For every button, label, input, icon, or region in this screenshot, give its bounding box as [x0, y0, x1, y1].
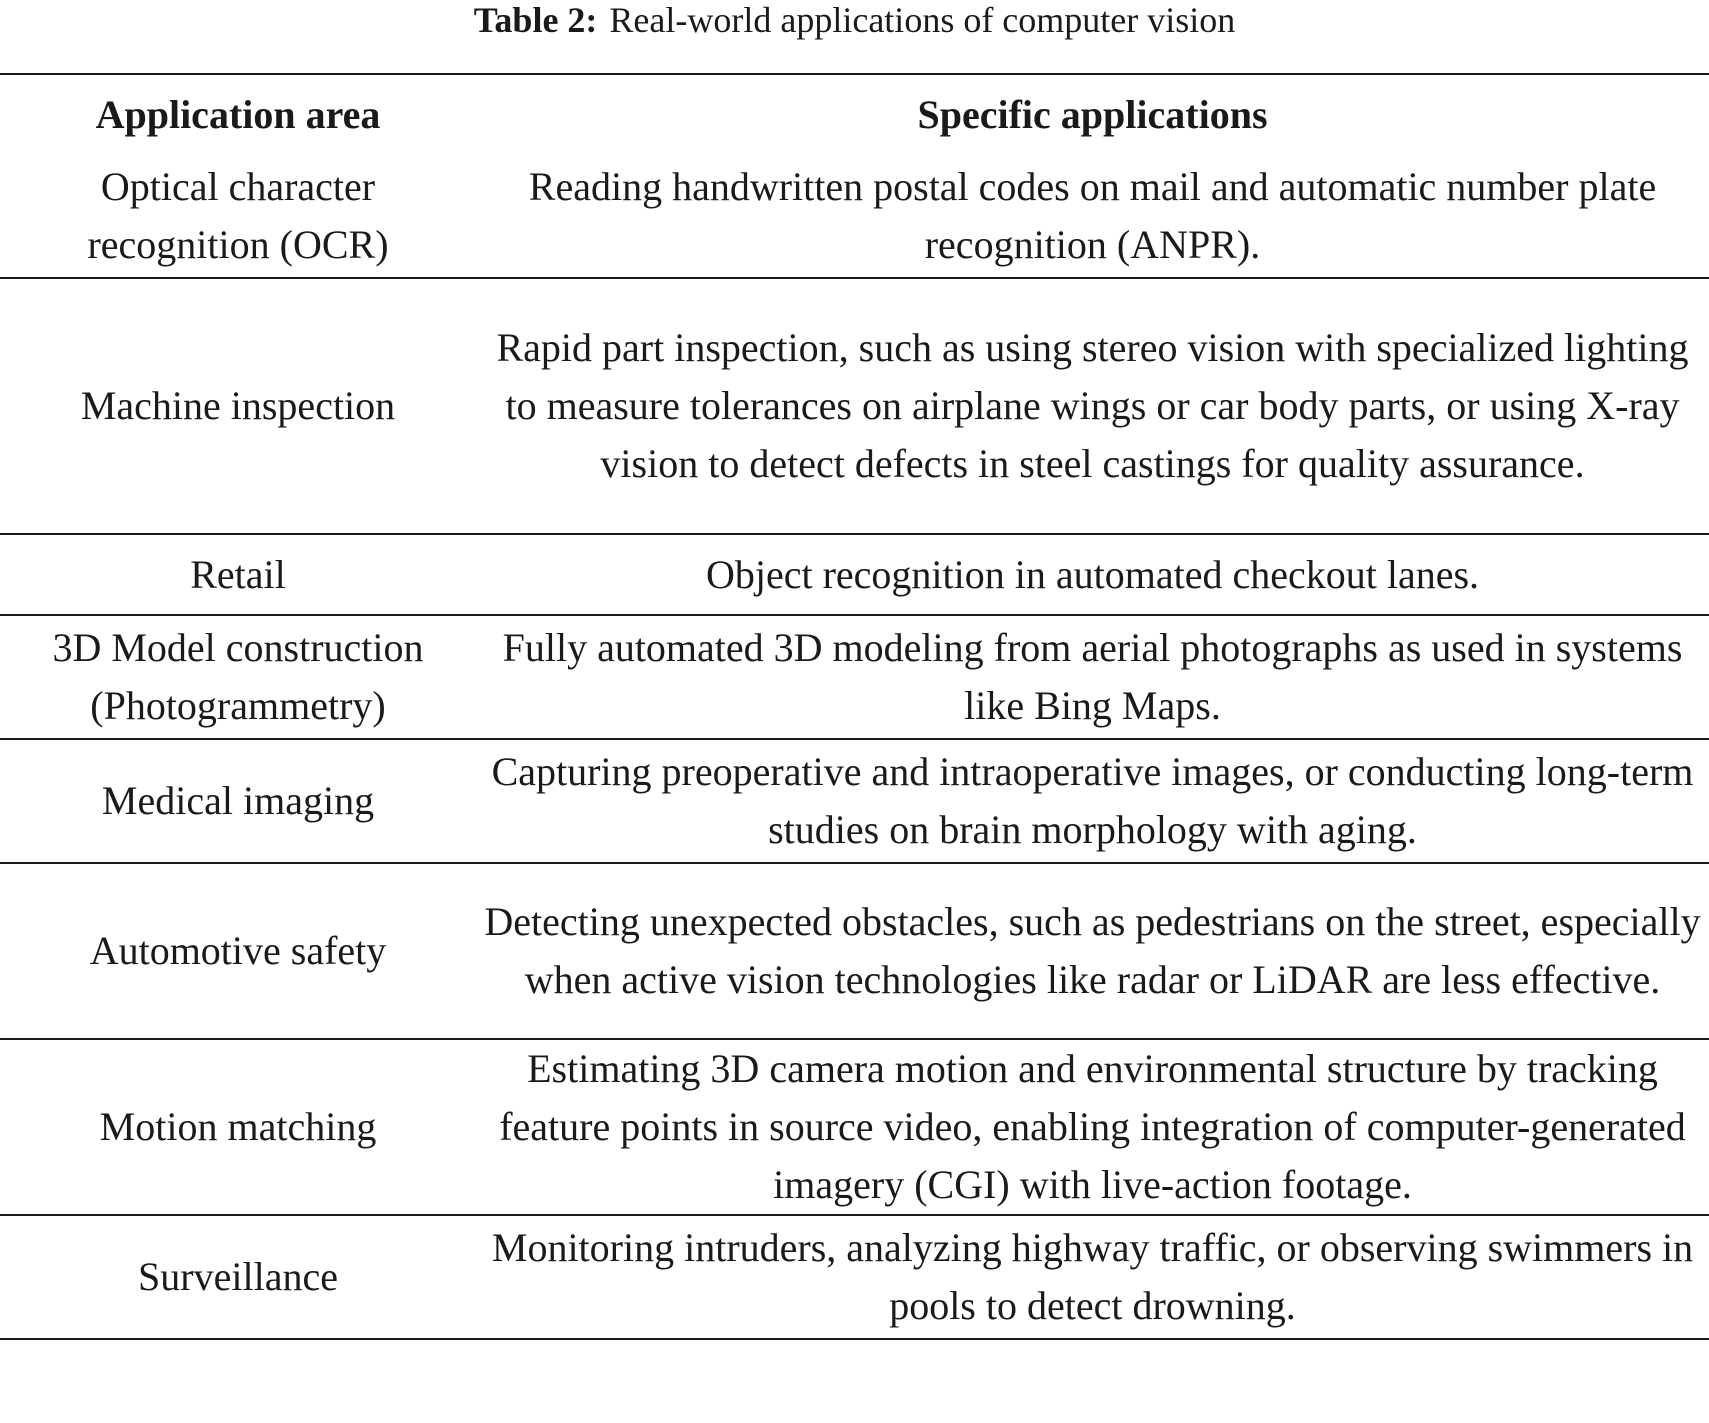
table-row: [0, 155, 1709, 278]
application-area-cell: Surveillance: [138, 1254, 338, 1299]
column-header-specific-applications: Specific applications: [917, 92, 1268, 137]
column-header-application-area: Application area: [95, 92, 381, 137]
table-row: [0, 739, 1709, 863]
table-row: [0, 1215, 1709, 1339]
table-row: [0, 615, 1709, 739]
application-area-cell: 3D Model construction (Photogrammetry): [52, 625, 424, 728]
application-area-cell: Retail: [190, 551, 286, 597]
specific-applications-cell: Estimating 3D camera motion and environmental structure by tracking feature points in source video, enabling integration of computer-generated imagery (CGI) with live-action footage.: [499, 1046, 1686, 1207]
specific-applications-cell: Detecting unexpected obstacles, such as pedestrians on the street, especially when active vision technologies like radar or LiDAR are less effective.: [484, 899, 1701, 1002]
application-area-cell: Machine inspection: [80, 383, 396, 428]
table-row: [0, 863, 1709, 1039]
table-header-row: [0, 74, 1709, 155]
application-area-cell: Motion matching: [99, 1104, 377, 1149]
application-area-cell: Medical imaging: [101, 778, 375, 823]
applications-table: [0, 73, 1709, 1340]
application-area-cell: Automotive safety: [89, 928, 387, 973]
table-row: [0, 1039, 1709, 1215]
table-row: [0, 278, 1709, 534]
table-row: [0, 534, 1709, 615]
application-area-cell: Optical character recognition (OCR): [87, 164, 389, 267]
specific-applications-cell: Object recognition in automated checkout lanes.: [705, 551, 1480, 597]
specific-applications-cell: Reading handwritten postal codes on mail and automatic number plate recognition (ANPR).: [528, 164, 1657, 267]
table-caption-label: Table 2:: [473, 0, 598, 40]
specific-applications-cell: Monitoring intruders, analyzing highway traffic, or observing swimmers in pools to detect drowning.: [491, 1225, 1694, 1328]
specific-applications-cell: Fully automated 3D modeling from aerial photographs as used in systems like Bing Maps.: [502, 625, 1683, 728]
specific-applications-cell: Rapid part inspection, such as using stereo vision with specialized lighting to measure tolerances on airplane wings or car body parts, or using X-ray vision to detect defects in steel castings for quality assurance.: [496, 325, 1689, 486]
specific-applications-cell: Capturing preoperative and intraoperative images, or conducting long-term studies on brain morphology with aging.: [491, 749, 1694, 852]
table-caption-title: Real-world applications of computer vision: [609, 0, 1236, 40]
table-caption: [0, 0, 1709, 44]
